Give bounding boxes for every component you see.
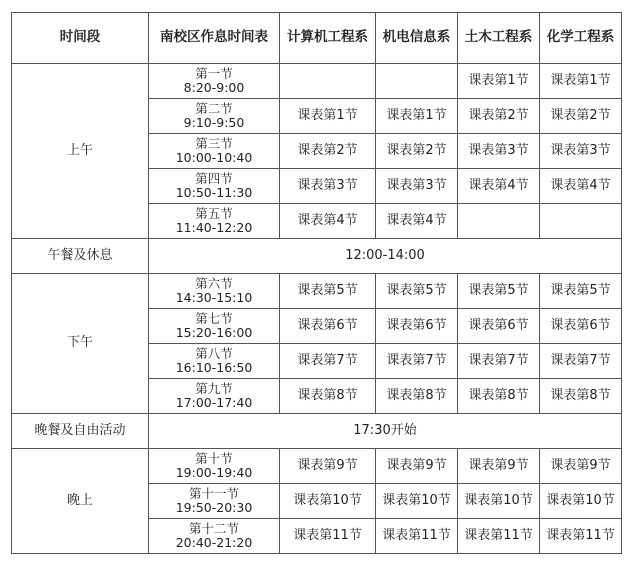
break-label: 午餐及休息 — [12, 239, 149, 274]
schedule-cell: 课表第1节 — [376, 99, 458, 134]
header-time-slot: 时间段 — [12, 13, 149, 64]
schedule-cell: 课表第8节 — [540, 379, 622, 414]
schedule-cell: 课表第3节 — [540, 134, 622, 169]
period-name: 第十二节 — [188, 520, 239, 536]
schedule-cell: 课表第6节 — [540, 309, 622, 344]
schedule-cell: 课表第10节 — [540, 484, 622, 519]
time-slot-label: 上午 — [12, 64, 149, 239]
period-name: 第九节 — [195, 380, 233, 396]
header-mechatronics-dept: 机电信息系 — [376, 13, 458, 64]
schedule-cell: 课表第6节 — [458, 309, 540, 344]
period-name: 第四节 — [195, 170, 233, 186]
schedule-cell — [540, 204, 622, 239]
period-name: 第十一节 — [188, 485, 239, 501]
table-row — [12, 449, 622, 484]
header-civil-dept: 土木工程系 — [458, 13, 540, 64]
header-chemical-dept: 化学工程系 — [540, 13, 622, 64]
schedule-cell: 课表第6节 — [280, 309, 376, 344]
period-cell — [149, 484, 280, 519]
schedule-cell: 课表第8节 — [376, 379, 458, 414]
header-schedule: 南校区作息时间表 — [149, 13, 280, 64]
schedule-cell: 课表第11节 — [458, 519, 540, 554]
break-label: 晚餐及自由活动 — [12, 414, 149, 449]
time-slot-label: 下午 — [12, 274, 149, 414]
schedule-cell: 课表第7节 — [540, 344, 622, 379]
schedule-cell — [458, 204, 540, 239]
schedule-cell — [280, 64, 376, 99]
period-cell — [149, 379, 280, 414]
period-name: 第五节 — [195, 205, 233, 221]
schedule-cell: 课表第2节 — [376, 134, 458, 169]
table-row — [12, 64, 622, 99]
schedule-cell: 课表第4节 — [540, 169, 622, 204]
schedule-cell: 课表第7节 — [458, 344, 540, 379]
schedule-cell: 课表第11节 — [540, 519, 622, 554]
schedule-cell: 课表第4节 — [280, 204, 376, 239]
period-time: 20:40-21:20 — [175, 535, 253, 550]
schedule-cell — [376, 64, 458, 99]
period-time: 19:50-20:30 — [175, 500, 253, 515]
period-cell — [149, 169, 280, 204]
schedule-cell: 课表第2节 — [458, 99, 540, 134]
period-time: 10:50-11:30 — [175, 185, 253, 200]
period-name: 第八节 — [195, 345, 233, 361]
schedule-cell: 课表第9节 — [376, 449, 458, 484]
period-name: 第十节 — [195, 450, 233, 466]
schedule-cell: 课表第10节 — [280, 484, 376, 519]
schedule-cell: 课表第3节 — [280, 169, 376, 204]
schedule-cell: 课表第8节 — [280, 379, 376, 414]
table-row — [12, 274, 622, 309]
schedule-cell: 课表第4节 — [458, 169, 540, 204]
schedule-cell: 课表第11节 — [280, 519, 376, 554]
schedule-cell: 课表第4节 — [376, 204, 458, 239]
schedule-cell: 课表第3节 — [376, 169, 458, 204]
schedule-cell: 课表第10节 — [458, 484, 540, 519]
period-time: 14:30-15:10 — [175, 290, 253, 305]
schedule-cell: 课表第5节 — [540, 274, 622, 309]
schedule-cell: 课表第9节 — [540, 449, 622, 484]
schedule-cell: 课表第11节 — [376, 519, 458, 554]
period-time: 19:00-19:40 — [175, 465, 253, 480]
period-time: 9:10-9:50 — [183, 115, 245, 130]
period-cell — [149, 204, 280, 239]
time-slot-label: 晚上 — [12, 449, 149, 554]
period-cell — [149, 274, 280, 309]
schedule-cell: 课表第3节 — [458, 134, 540, 169]
period-time: 8:20-9:00 — [183, 80, 245, 95]
schedule-cell: 课表第1节 — [540, 64, 622, 99]
schedule-cell: 课表第9节 — [280, 449, 376, 484]
break-row — [12, 239, 622, 274]
schedule-table — [11, 12, 622, 554]
schedule-cell: 课表第8节 — [458, 379, 540, 414]
period-cell — [149, 309, 280, 344]
schedule-cell: 课表第5节 — [280, 274, 376, 309]
period-cell — [149, 344, 280, 379]
period-time: 10:00-10:40 — [175, 150, 253, 165]
schedule-cell: 课表第2节 — [280, 134, 376, 169]
schedule-cell: 课表第1节 — [458, 64, 540, 99]
period-name: 第一节 — [195, 65, 233, 81]
period-time: 16:10-16:50 — [175, 360, 253, 375]
period-time: 11:40-12:20 — [175, 220, 253, 235]
schedule-cell: 课表第7节 — [280, 344, 376, 379]
header-row — [12, 13, 622, 64]
schedule-cell: 课表第7节 — [376, 344, 458, 379]
period-time: 17:00-17:40 — [175, 395, 253, 410]
schedule-cell: 课表第6节 — [376, 309, 458, 344]
period-cell — [149, 519, 280, 554]
period-name: 第三节 — [195, 135, 233, 151]
break-time: 17:30开始 — [149, 414, 622, 449]
header-computer-dept: 计算机工程系 — [280, 13, 376, 64]
period-name: 第七节 — [195, 310, 233, 326]
period-time: 15:20-16:00 — [175, 325, 253, 340]
schedule-cell: 课表第2节 — [540, 99, 622, 134]
break-row — [12, 414, 622, 449]
period-cell — [149, 449, 280, 484]
schedule-cell: 课表第5节 — [376, 274, 458, 309]
schedule-cell: 课表第10节 — [376, 484, 458, 519]
period-cell — [149, 64, 280, 99]
period-name: 第六节 — [195, 275, 233, 291]
period-name: 第二节 — [195, 100, 233, 116]
schedule-cell: 课表第5节 — [458, 274, 540, 309]
schedule-cell: 课表第9节 — [458, 449, 540, 484]
schedule-cell: 课表第1节 — [280, 99, 376, 134]
period-cell — [149, 99, 280, 134]
period-cell — [149, 134, 280, 169]
break-time: 12:00-14:00 — [149, 239, 622, 274]
